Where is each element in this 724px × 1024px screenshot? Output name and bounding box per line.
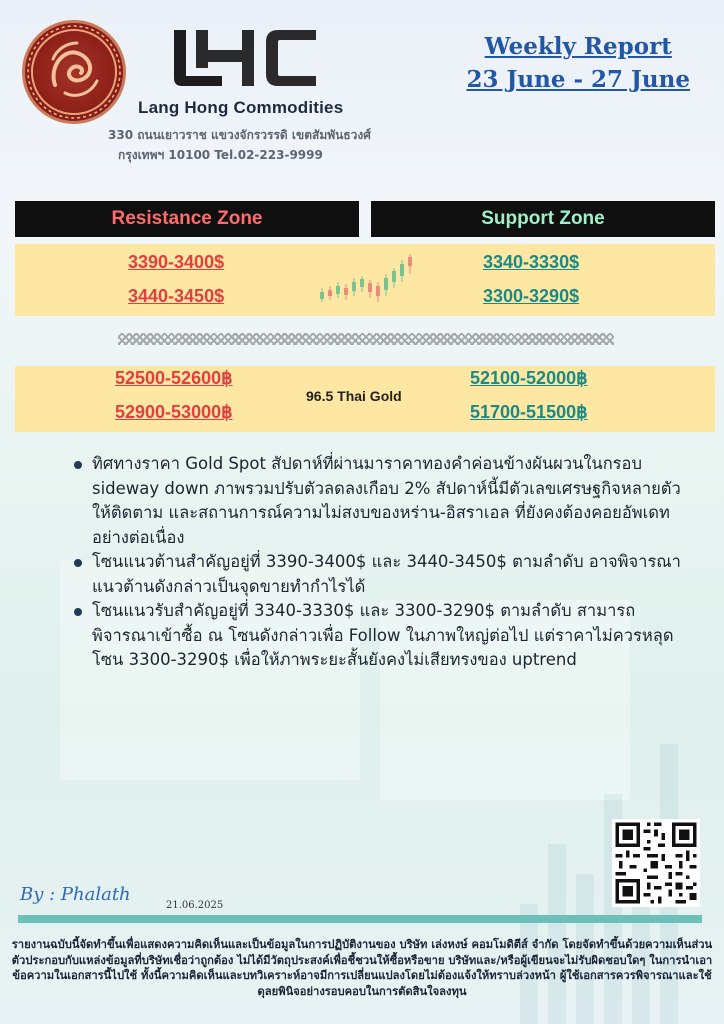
analysis-text: โซนแนวต้านสำคัญอยู่ที่ 3390-3400$ และ 3440-3450$ ตามลำดับ อาจพิจารณาแนวต้านดังกล่าวเป็นจุดขายทำกำไรได้ [92, 552, 681, 596]
analysis-list [76, 452, 686, 673]
report-title: Weekly Report [484, 33, 672, 60]
thai-gold-label: 96.5 Thai Gold [306, 388, 402, 404]
gold-spot-support-2: 3300-3290$ [483, 286, 580, 306]
thai-gold-support-2: 51700-51500฿ [470, 402, 588, 422]
company-seal-logo [22, 20, 126, 124]
gold-spot-resistance-2: 3440-3450$ [128, 286, 225, 306]
bullet-icon [74, 608, 82, 616]
company-address-line1: 330 ถนนเยาวราช แขวงจักรวรรดิ เขตสัมพันธวงศ์ [108, 128, 371, 142]
analysis-item [76, 550, 686, 599]
author-byline: By : Phalath [20, 884, 131, 905]
candlestick-icon [316, 252, 416, 308]
section-divider [118, 333, 614, 345]
resistance-zone-header: Resistance Zone [15, 201, 359, 237]
company-address-line2: กรุงเทพฯ 10100 Tel.02-223-9999 [118, 148, 323, 162]
analysis-item [76, 452, 686, 550]
qr-code[interactable] [612, 819, 700, 907]
thai-gold-support-1: 52100-52000฿ [470, 368, 588, 388]
gold-spot-resistance-1: 3390-3400$ [128, 252, 225, 272]
bullet-icon [74, 559, 82, 567]
report-date: 21.06.2025 [166, 900, 224, 911]
thai-gold-resistance-2: 52900-53000฿ [115, 402, 233, 422]
analysis-text: โซนแนวรับสำคัญอยู่ที่ 3340-3330$ และ 3300-3290$ ตามลำดับ สามารถพิจารณาเข้าซื้อ ณ โซนดังกล่าวเพื่อ Follow ในภาพใหญ่ต่อไป แต่ราคาไม่ควรหลุดโซน 3300-3290$ เพื่อให้ภาพระยะสั้นยังคงไม่เสียทรงของ uptrend [92, 601, 674, 669]
support-zone-header: Support Zone [371, 201, 715, 237]
analysis-text: ทิศทางราคา Gold Spot สัปดาห์ที่ผ่านมาราคาทองคำค่อนข้างผันผวนในกรอบ sideway down ภาพรวมปรับตัวลดลงเกือบ 2% สัปดาห์นี้มีตัวเลขเศรษฐกิจหลายตัวให้ติดตาม และสถานการณ์ความไม่สงบของหร่าน-อิสราเอล ที่ยังคงต้องคอยอัพเดทอย่างต่อเนื่อง [92, 454, 681, 547]
analysis-item [76, 599, 686, 673]
thai-gold-resistance-1: 52500-52600฿ [115, 368, 233, 388]
report-title-block [466, 30, 690, 97]
report-period: 23 June - 27 June [466, 66, 690, 94]
gold-spot-support-1: 3340-3330$ [483, 252, 580, 272]
bullet-icon [74, 461, 82, 469]
disclaimer-text: รายงานฉบับนี้จัดทำขึ้นเพื่อแสดงความคิดเห็นและเป็นข้อมูลในการปฏิบัติงานของ บริษัท เล่งหงษ์ คอมโมดิตีส์ จำกัด โดยจัดทำขึ้นด้วยความเห็นส่วนตัวประกอบกับแหล่งข้อมูลที่บริษัทเชื่อว่าถูกต้อง ไม่ได้มีวัตถุประสงค์เพื่อชี้ชวนให้ซื้อหรือขาย บริษัทและ/หรือผู้เขียนจะไม่รับผิดชอบใดๆ ในการนำเอาข้อความในเอกสารนี้ไปใช้ ทั้งนี้ความคิดเห็นและบทวิเคราะห์อาจมีการเปลี่ยนแปลงโดยไม่ต้องแจ้งให้ทราบล่วงหน้า ผู้ใช้เอกสารควรพิจารณาและใช้ดุลยพินิจอย่างรอบคอบในการตัดสินใจลงทุน [11, 938, 713, 998]
footer-rule [18, 915, 702, 923]
lhc-brand-logo [170, 28, 320, 90]
company-name: Lang Hong Commodities [138, 98, 344, 117]
